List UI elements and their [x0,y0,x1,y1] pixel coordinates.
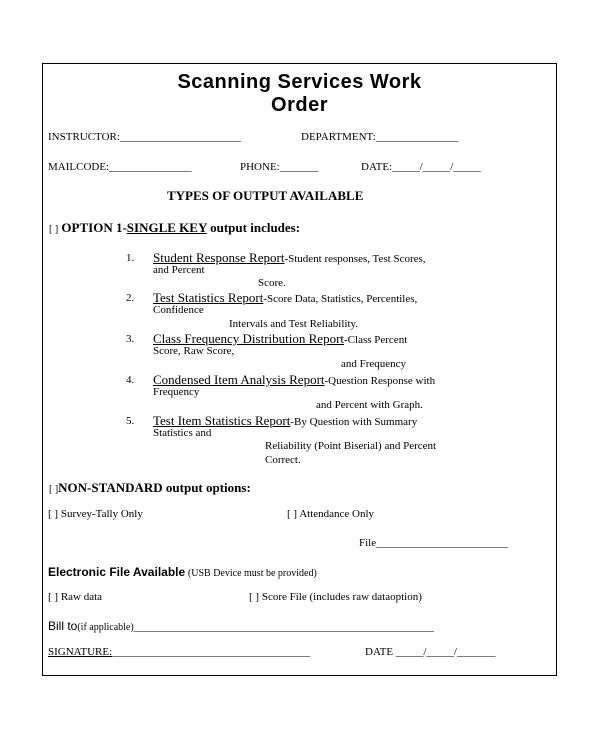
date-field[interactable]: DATE:_____/_____/_____ [361,161,481,173]
raw-data-option[interactable]: [ ] Raw data [48,591,103,603]
electronic-line [48,566,317,580]
nonstandard-checkbox[interactable]: [ ] [49,484,59,495]
report-desc: Intervals and Test Reliability. [229,318,359,330]
report-desc: -Score Data, Statistics, Percentiles, [263,293,418,305]
bill-to-line [48,620,434,634]
report-desc: -Question Response with [324,375,436,387]
instructor-field[interactable]: INSTRUCTOR:______________________ [48,131,241,143]
electronic-label: Electronic File Available [48,565,186,579]
bill-to-note: (if applicable) [77,622,134,633]
signature-field[interactable]: ____________________________________ [112,646,311,658]
phone-field[interactable]: PHONE:_______ [240,161,319,173]
attendance-option[interactable]: [ ] Attendance Only [287,508,375,520]
report-desc: Confidence [153,304,204,316]
option1-checkbox[interactable]: [ ] [49,224,59,235]
signature-label: SIGNATURE: [48,646,113,658]
report-desc: and Frequency [341,358,407,370]
file-field[interactable]: File________________________ [359,537,509,549]
option1-key: SINGLE KEY [126,220,207,235]
score-file-option[interactable]: [ ] Score File (includes raw dataoption) [249,591,422,603]
signature-line [48,646,310,659]
bill-to-label: Bill to [48,619,78,633]
report-desc: Correct. [265,454,301,466]
signature-date-field[interactable]: DATE _____/_____/_______ [365,646,496,658]
nonstandard-label: NON-STANDARD output options: [58,480,251,495]
report-number: 1. [126,252,135,264]
form-title-line1: Scanning Services Work [177,71,422,93]
mailcode-field[interactable]: MAILCODE:_______________ [48,161,192,173]
report-desc: Score. [258,277,286,289]
report-number: 5. [126,415,135,427]
report-name: Student Response Report [153,250,285,265]
department-field[interactable]: DEPARTMENT:_______________ [301,131,459,143]
output-types-heading: TYPES OF OUTPUT AVAILABLE [167,188,364,203]
report-number: 2. [126,292,135,304]
report-desc: -Student responses, Test Scores, [284,253,426,265]
bill-to-field[interactable]: ____________________________________________________________ [133,622,434,633]
report-number: 3. [126,333,135,345]
report-desc: Statistics and [153,427,212,439]
option1-line [49,220,300,237]
option1-suffix: output includes: [210,220,301,235]
report-number: 4. [126,374,135,386]
report-desc: and Percent with Graph. [316,399,423,411]
option1-prefix: OPTION 1- [61,220,127,235]
report-name: Class Frequency Distribution Report [153,331,345,346]
form-title-line2: Order [271,94,328,116]
report-name: Test Item Statistics Report [153,413,291,428]
report-desc: Frequency [153,386,200,398]
report-name: Test Statistics Report [153,290,264,305]
survey-tally-option[interactable]: [ ] Survey-Tally Only [48,508,143,520]
report-name: Condensed Item Analysis Report [153,372,325,387]
report-desc: -By Question with Summary [290,416,418,428]
report-desc: Reliability (Point Biserial) and Percent [265,440,437,452]
form-border [42,63,557,676]
electronic-note: (USB Device must be provided) [187,568,317,579]
nonstandard-line [49,480,251,497]
report-desc: and Percent [153,264,205,276]
report-desc: -Class Percent [344,334,408,346]
report-desc: Score, Raw Score, [153,345,235,357]
